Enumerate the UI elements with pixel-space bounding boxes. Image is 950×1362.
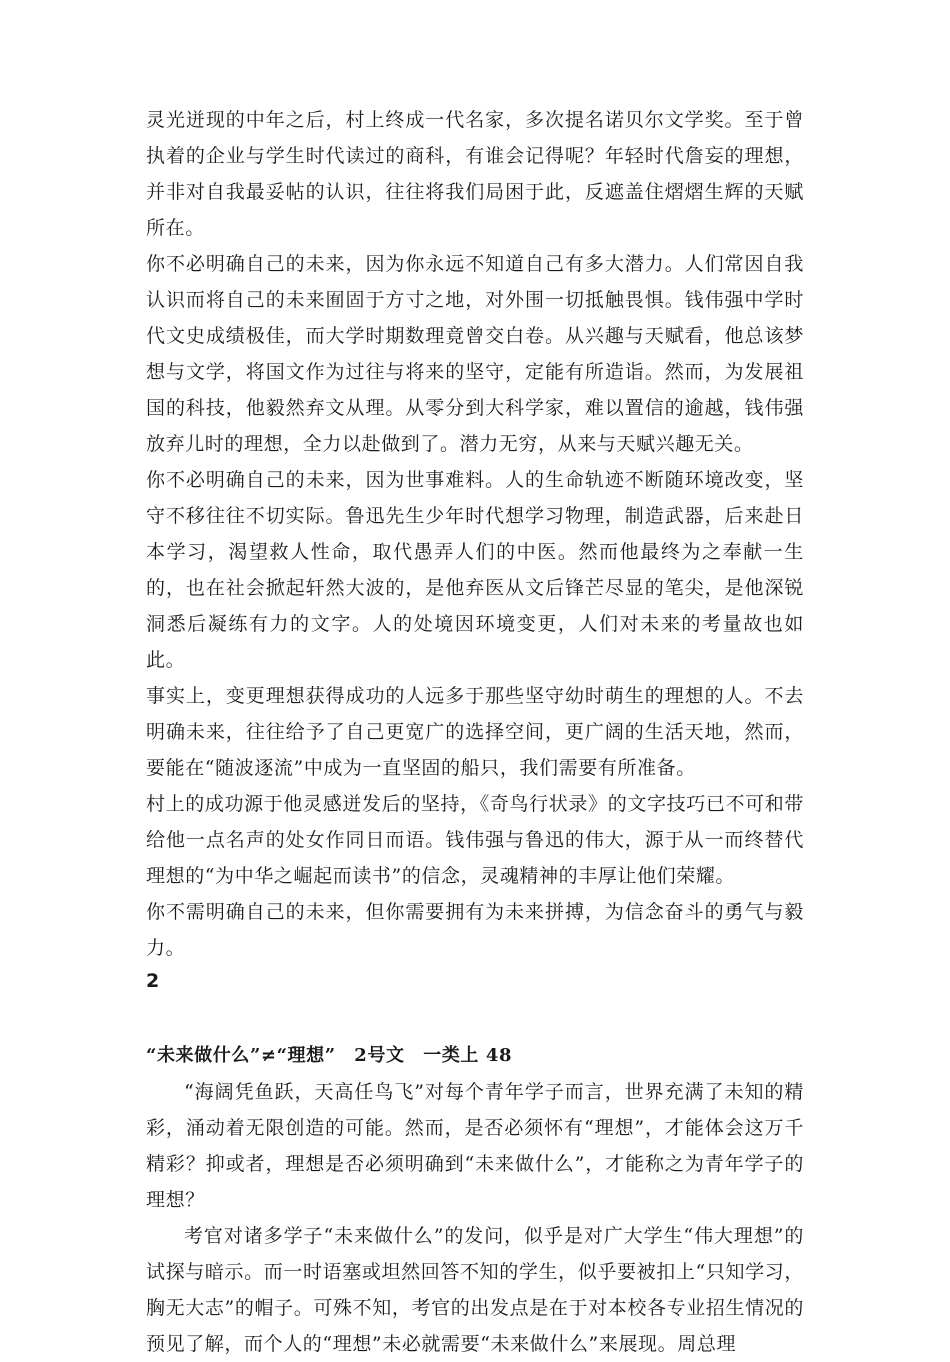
essay-2-paragraph-1: “海阔凭鱼跃，天高任鸟飞”对每个青年学子而言，世界充满了未知的精彩，涌动着无限创造的可能。然而，是否必须怀有“理想”，才能体会这万千精彩？抑或者，理想是否必须明确到“未来做什么”，才能称之为青年学子的理想？ (146, 1081, 804, 1211)
essay-1-paragraph-4: 事实上，变更理想获得成功的人远多于那些坚守幼时萌生的理想的人。不去明确未来，往往给予了自己更宽广的选择空间，更广阔的生活天地，然而，要能在“随波逐流”中成为一直坚固的船只，我们需要有所准备。 (146, 685, 804, 779)
document-body (146, 102, 804, 1362)
essay-1-paragraph-3: 你不必明确自己的未来，因为世事难料。人的生命轨迹不断随环境改变，坚守不移往往不切实际。鲁迅先生少年时代想学习物理，制造武器，后来赴日本学习，渴望救人性命，取代愚弄人们的中医。然而他最终为之奉献一生的，也在社会掀起轩然大波的，是他弃医从文后锋芒尽显的笔尖，是他深锐洞悉后凝练有力的文字。人的处境因环境变更，人们对未来的考量故也如此。 (146, 469, 804, 671)
page-number: 2 (146, 970, 160, 992)
essay-1 (146, 102, 804, 994)
essay-1-paragraph-5: 村上的成功源于他灵感迸发后的坚持，《奇鸟行状录》的文字技巧已不可和带给他一点名声的处女作同日而语。钱伟强与鲁迅的伟大，源于从一而终替代理想的“为中华之崛起而读书”的信念，灵魂精神的丰厚让他们荣耀。 (146, 793, 804, 887)
essay-1-paragraph-1: 灵光迸现的中年之后，村上终成一代名家，多次提名诺贝尔文学奖。至于曾执着的企业与学生时代读过的商科，有谁会记得呢？年轻时代詹妄的理想，并非对自我最妥帖的认识，往往将我们局困于此，反遮盖住熠熠生辉的天赋所在。 (146, 109, 804, 239)
essay-2 (146, 1038, 804, 1362)
essay-2-title: “未来做什么”≠“理想” 2号文 一类上 48 (146, 1045, 513, 1066)
essay-1-paragraph-2: 你不必明确自己的未来，因为你永远不知道自己有多大潜力。人们常因自我认识而将自己的未来囿固于方寸之地，对外围一切抵触畏惧。钱伟强中学时代文史成绩极佳，而大学时期数理竟曾交白卷。从兴趣与天赋看，他总该梦想与文学，将国文作为过往与将来的坚守，定能有所造诣。然而，为发展祖国的科技，他毅然弃文从理。从零分到大科学家，难以置信的逾越，钱伟强放弃儿时的理想，全力以赴做到了。潜力无穷，从来与天赋兴趣无关。 (146, 253, 804, 455)
essay-1-paragraph-6: 你不需明确自己的未来，但你需要拥有为未来拼搏，为信念奋斗的勇气与毅力。 (146, 901, 804, 959)
essay-2-paragraph-2: 考官对诸多学子“未来做什么”的发问，似乎是对广大学生“伟大理想”的试探与暗示。而一时语塞或坦然回答不知的学生，似乎要被扣上“只知学习，胸无大志”的帽子。可殊不知，考官的出发点是在于对本校各专业招生情况的预见了解，而个人的“理想”未必就需要“未来做什么”来展现。周总理 (146, 1225, 804, 1355)
